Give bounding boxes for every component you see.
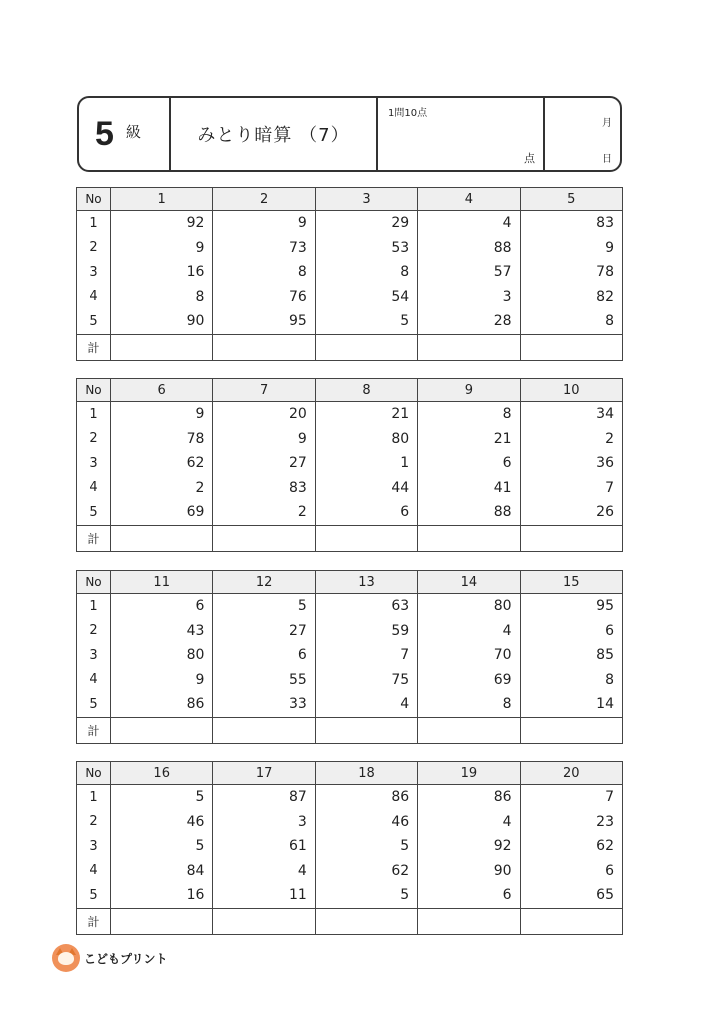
total-row bbox=[77, 525, 623, 551]
row-number: 2 bbox=[77, 619, 111, 644]
table-row bbox=[77, 402, 623, 427]
answer-cell[interactable] bbox=[213, 525, 315, 551]
number-cell: 57 bbox=[418, 260, 520, 285]
number-cell: 46 bbox=[111, 810, 213, 835]
number-cell: 5 bbox=[111, 785, 213, 810]
number-cell: 55 bbox=[213, 668, 315, 693]
number-cell: 28 bbox=[418, 309, 520, 334]
number-cell: 92 bbox=[111, 211, 213, 236]
row-number: 4 bbox=[77, 859, 111, 884]
number-cell: 84 bbox=[111, 859, 213, 884]
number-cell: 88 bbox=[418, 236, 520, 261]
number-cell: 41 bbox=[418, 476, 520, 501]
problem-table-2 bbox=[76, 378, 623, 552]
number-cell: 6 bbox=[418, 451, 520, 476]
cat-face-icon bbox=[52, 944, 80, 972]
number-cell: 2 bbox=[213, 500, 315, 525]
number-cell: 7 bbox=[315, 643, 417, 668]
answer-cell[interactable] bbox=[111, 334, 213, 360]
day-label: 日 bbox=[602, 154, 612, 165]
problem-number-header: 18 bbox=[315, 762, 417, 785]
date-box[interactable] bbox=[545, 98, 620, 170]
problem-table-4 bbox=[76, 761, 623, 935]
problem-number-header: 2 bbox=[213, 188, 315, 211]
answer-cell[interactable] bbox=[520, 334, 622, 360]
total-label: 計 bbox=[77, 908, 111, 934]
problem-number-header: 4 bbox=[418, 188, 520, 211]
number-cell: 8 bbox=[418, 402, 520, 427]
number-cell: 78 bbox=[111, 427, 213, 452]
problem-number-header: 20 bbox=[520, 762, 622, 785]
number-cell: 83 bbox=[213, 476, 315, 501]
number-cell: 59 bbox=[315, 619, 417, 644]
number-cell: 6 bbox=[111, 594, 213, 619]
number-cell: 9 bbox=[213, 211, 315, 236]
problem-number-header: 7 bbox=[213, 379, 315, 402]
table-row bbox=[77, 211, 623, 236]
number-cell: 65 bbox=[520, 883, 622, 908]
number-cell: 5 bbox=[111, 834, 213, 859]
number-cell: 85 bbox=[520, 643, 622, 668]
number-cell: 11 bbox=[213, 883, 315, 908]
number-cell: 95 bbox=[213, 309, 315, 334]
answer-cell[interactable] bbox=[418, 717, 520, 743]
problem-number-header: 8 bbox=[315, 379, 417, 402]
total-row bbox=[77, 334, 623, 360]
answer-cell[interactable] bbox=[520, 908, 622, 934]
number-cell: 5 bbox=[213, 594, 315, 619]
answer-cell[interactable] bbox=[111, 717, 213, 743]
table-row bbox=[77, 883, 623, 908]
number-cell: 8 bbox=[213, 260, 315, 285]
answer-cell[interactable] bbox=[520, 525, 622, 551]
table-row bbox=[77, 859, 623, 884]
problem-number-header: 12 bbox=[213, 571, 315, 594]
number-cell: 23 bbox=[520, 810, 622, 835]
no-header: No bbox=[77, 762, 111, 785]
number-cell: 5 bbox=[315, 834, 417, 859]
number-cell: 6 bbox=[418, 883, 520, 908]
grade-number: 5 bbox=[95, 115, 114, 153]
number-cell: 4 bbox=[418, 211, 520, 236]
table-row bbox=[77, 500, 623, 525]
answer-cell[interactable] bbox=[315, 525, 417, 551]
answer-cell[interactable] bbox=[213, 908, 315, 934]
number-cell: 7 bbox=[520, 476, 622, 501]
problem-number-header: 11 bbox=[111, 571, 213, 594]
problem-number-header: 14 bbox=[418, 571, 520, 594]
number-cell: 44 bbox=[315, 476, 417, 501]
problem-number-header: 5 bbox=[520, 188, 622, 211]
row-number: 5 bbox=[77, 309, 111, 334]
row-number: 4 bbox=[77, 668, 111, 693]
row-number: 3 bbox=[77, 643, 111, 668]
table-row bbox=[77, 285, 623, 310]
number-cell: 62 bbox=[520, 834, 622, 859]
worksheet-title: みとり暗算 （7） bbox=[171, 98, 378, 170]
answer-cell[interactable] bbox=[213, 717, 315, 743]
score-note: 1問10点 bbox=[388, 108, 428, 119]
total-label: 計 bbox=[77, 334, 111, 360]
number-cell: 61 bbox=[213, 834, 315, 859]
number-cell: 9 bbox=[111, 402, 213, 427]
problem-table-3 bbox=[76, 570, 623, 744]
number-cell: 69 bbox=[418, 668, 520, 693]
table-header-row bbox=[77, 571, 623, 594]
number-cell: 92 bbox=[418, 834, 520, 859]
answer-cell[interactable] bbox=[315, 334, 417, 360]
number-cell: 14 bbox=[520, 692, 622, 717]
brand-name: こどもプリント bbox=[84, 951, 168, 966]
number-cell: 4 bbox=[213, 859, 315, 884]
number-cell: 2 bbox=[111, 476, 213, 501]
problem-number-header: 15 bbox=[520, 571, 622, 594]
table-row bbox=[77, 834, 623, 859]
number-cell: 27 bbox=[213, 451, 315, 476]
number-cell: 62 bbox=[315, 859, 417, 884]
answer-cell[interactable] bbox=[315, 717, 417, 743]
number-cell: 80 bbox=[111, 643, 213, 668]
answer-cell[interactable] bbox=[111, 525, 213, 551]
number-cell: 83 bbox=[520, 211, 622, 236]
answer-cell[interactable] bbox=[315, 908, 417, 934]
number-cell: 8 bbox=[315, 260, 417, 285]
row-number: 1 bbox=[77, 211, 111, 236]
number-cell: 8 bbox=[418, 692, 520, 717]
table-row bbox=[77, 451, 623, 476]
number-cell: 76 bbox=[213, 285, 315, 310]
number-cell: 16 bbox=[111, 883, 213, 908]
number-cell: 5 bbox=[315, 309, 417, 334]
row-number: 2 bbox=[77, 236, 111, 261]
problem-table-1 bbox=[76, 187, 623, 361]
number-cell: 80 bbox=[418, 594, 520, 619]
row-number: 5 bbox=[77, 692, 111, 717]
no-header: No bbox=[77, 188, 111, 211]
number-cell: 27 bbox=[213, 619, 315, 644]
number-cell: 86 bbox=[111, 692, 213, 717]
table-row bbox=[77, 619, 623, 644]
number-cell: 80 bbox=[315, 427, 417, 452]
number-cell: 62 bbox=[111, 451, 213, 476]
row-number: 1 bbox=[77, 402, 111, 427]
number-cell: 4 bbox=[418, 619, 520, 644]
worksheet-header bbox=[77, 96, 622, 172]
number-cell: 86 bbox=[418, 785, 520, 810]
table-row bbox=[77, 668, 623, 693]
number-cell: 8 bbox=[520, 309, 622, 334]
table-header-row bbox=[77, 188, 623, 211]
number-cell: 9 bbox=[111, 236, 213, 261]
total-row bbox=[77, 908, 623, 934]
problem-number-header: 9 bbox=[418, 379, 520, 402]
total-row bbox=[77, 717, 623, 743]
row-number: 2 bbox=[77, 810, 111, 835]
number-cell: 1 bbox=[315, 451, 417, 476]
number-cell: 2 bbox=[520, 427, 622, 452]
number-cell: 53 bbox=[315, 236, 417, 261]
number-cell: 9 bbox=[213, 427, 315, 452]
number-cell: 82 bbox=[520, 285, 622, 310]
number-cell: 87 bbox=[213, 785, 315, 810]
table-row bbox=[77, 427, 623, 452]
total-label: 計 bbox=[77, 525, 111, 551]
problem-number-header: 1 bbox=[111, 188, 213, 211]
number-cell: 46 bbox=[315, 810, 417, 835]
problem-number-header: 16 bbox=[111, 762, 213, 785]
row-number: 1 bbox=[77, 785, 111, 810]
number-cell: 4 bbox=[315, 692, 417, 717]
number-cell: 8 bbox=[111, 285, 213, 310]
number-cell: 34 bbox=[520, 402, 622, 427]
answer-cell[interactable] bbox=[418, 908, 520, 934]
table-row bbox=[77, 810, 623, 835]
row-number: 2 bbox=[77, 427, 111, 452]
number-cell: 9 bbox=[520, 236, 622, 261]
number-cell: 90 bbox=[111, 309, 213, 334]
table-header-row bbox=[77, 379, 623, 402]
row-number: 5 bbox=[77, 883, 111, 908]
number-cell: 6 bbox=[520, 859, 622, 884]
row-number: 3 bbox=[77, 451, 111, 476]
problem-number-header: 17 bbox=[213, 762, 315, 785]
table-row bbox=[77, 236, 623, 261]
score-box[interactable] bbox=[378, 98, 545, 170]
no-header: No bbox=[77, 379, 111, 402]
number-cell: 4 bbox=[418, 810, 520, 835]
table-row bbox=[77, 692, 623, 717]
grade-label: 級 bbox=[125, 122, 141, 141]
score-unit: 点 bbox=[524, 152, 535, 165]
number-cell: 90 bbox=[418, 859, 520, 884]
row-number: 5 bbox=[77, 500, 111, 525]
number-cell: 86 bbox=[315, 785, 417, 810]
month-label: 月 bbox=[602, 118, 612, 129]
number-cell: 6 bbox=[213, 643, 315, 668]
table-row bbox=[77, 594, 623, 619]
problem-number-header: 19 bbox=[418, 762, 520, 785]
table-row bbox=[77, 476, 623, 501]
problem-number-header: 6 bbox=[111, 379, 213, 402]
number-cell: 73 bbox=[213, 236, 315, 261]
number-cell: 70 bbox=[418, 643, 520, 668]
total-label: 計 bbox=[77, 717, 111, 743]
row-number: 4 bbox=[77, 285, 111, 310]
number-cell: 26 bbox=[520, 500, 622, 525]
number-cell: 43 bbox=[111, 619, 213, 644]
row-number: 3 bbox=[77, 260, 111, 285]
number-cell: 9 bbox=[111, 668, 213, 693]
number-cell: 36 bbox=[520, 451, 622, 476]
row-number: 4 bbox=[77, 476, 111, 501]
number-cell: 29 bbox=[315, 211, 417, 236]
number-cell: 63 bbox=[315, 594, 417, 619]
number-cell: 3 bbox=[418, 285, 520, 310]
answer-cell[interactable] bbox=[520, 717, 622, 743]
number-cell: 95 bbox=[520, 594, 622, 619]
number-cell: 21 bbox=[418, 427, 520, 452]
number-cell: 78 bbox=[520, 260, 622, 285]
answer-cell[interactable] bbox=[418, 334, 520, 360]
problem-number-header: 10 bbox=[520, 379, 622, 402]
number-cell: 6 bbox=[315, 500, 417, 525]
table-header-row bbox=[77, 762, 623, 785]
problem-number-header: 13 bbox=[315, 571, 417, 594]
table-row bbox=[77, 309, 623, 334]
table-row bbox=[77, 785, 623, 810]
number-cell: 20 bbox=[213, 402, 315, 427]
number-cell: 5 bbox=[315, 883, 417, 908]
answer-cell[interactable] bbox=[418, 525, 520, 551]
table-row bbox=[77, 260, 623, 285]
answer-cell[interactable] bbox=[213, 334, 315, 360]
number-cell: 54 bbox=[315, 285, 417, 310]
number-cell: 69 bbox=[111, 500, 213, 525]
number-cell: 33 bbox=[213, 692, 315, 717]
row-number: 3 bbox=[77, 834, 111, 859]
problem-number-header: 3 bbox=[315, 188, 417, 211]
number-cell: 16 bbox=[111, 260, 213, 285]
grade-box bbox=[79, 98, 171, 170]
row-number: 1 bbox=[77, 594, 111, 619]
no-header: No bbox=[77, 571, 111, 594]
table-row bbox=[77, 643, 623, 668]
number-cell: 6 bbox=[520, 619, 622, 644]
brand-logo bbox=[52, 944, 168, 972]
number-cell: 3 bbox=[213, 810, 315, 835]
number-cell: 88 bbox=[418, 500, 520, 525]
number-cell: 8 bbox=[520, 668, 622, 693]
number-cell: 75 bbox=[315, 668, 417, 693]
number-cell: 7 bbox=[520, 785, 622, 810]
number-cell: 21 bbox=[315, 402, 417, 427]
answer-cell[interactable] bbox=[111, 908, 213, 934]
